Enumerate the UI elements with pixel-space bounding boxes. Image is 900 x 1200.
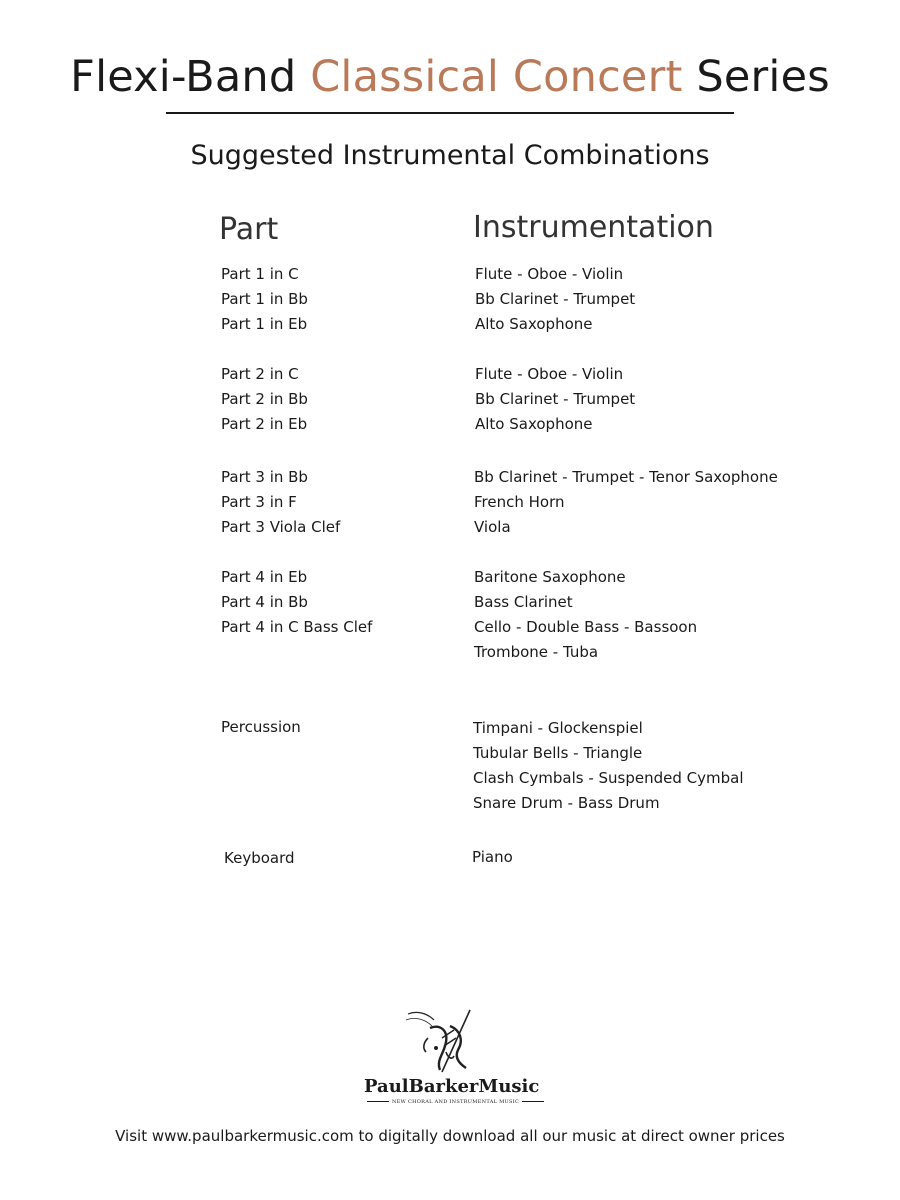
instrument-cell: Bb Clarinet - Trumpet [475,290,636,308]
instrument-cell: Timpani - Glockenspiel [473,719,643,737]
instrument-cell: Flute - Oboe - Violin [475,265,624,283]
instrument-cell: Cello - Double Bass - Bassoon [474,618,698,636]
page-title [0,52,900,102]
instrument-cell: Bb Clarinet - Trumpet [475,390,636,408]
part-cell: Part 2 in C [221,365,299,383]
part-cell: Part 4 in Bb [221,593,308,611]
instrument-cell: Bass Clarinet [474,593,573,611]
violin-icon [400,1008,500,1074]
instrument-cell: Alto Saxophone [475,315,593,333]
subtitle: Suggested Instrumental Combinations [190,140,710,171]
part-cell: Percussion [221,718,301,736]
instrumentation-column-header: Instrumentation [473,210,714,245]
logo-name: PaulBarkerMusic [364,1076,540,1097]
title-underline [166,112,734,114]
instrument-cell: Clash Cymbals - Suspended Cymbal [473,769,744,787]
instrument-cell: Tubular Bells - Triangle [473,744,643,762]
instrument-cell: Piano [472,848,513,866]
instrument-cell: Viola [474,518,511,536]
instrument-cell: Alto Saxophone [475,415,593,433]
instrument-cell: Trombone - Tuba [474,643,599,661]
part-cell: Part 3 in Bb [221,468,308,486]
part-cell: Part 3 in F [221,493,297,511]
part-cell: Keyboard [224,849,295,867]
instrument-cell: Bb Clarinet - Trumpet - Tenor Saxophone [474,468,778,486]
title-part-3: Series [696,52,830,102]
instrument-cell: French Horn [474,493,565,511]
part-cell: Part 2 in Bb [221,390,308,408]
brand-logo [364,1008,540,1108]
instrument-cell: Snare Drum - Bass Drum [473,794,660,812]
part-cell: Part 3 Viola Clef [221,518,341,536]
instrument-cell: Baritone Saxophone [474,568,626,586]
part-cell: Part 1 in C [221,265,299,283]
instrument-cell: Flute - Oboe - Violin [475,365,624,383]
title-part-1: Flexi-Band [70,52,297,102]
part-cell: Part 4 in Eb [221,568,308,586]
title-accent: Classical Concert [310,52,683,102]
part-cell: Part 2 in Eb [221,415,308,433]
logo-tagline: NEW CHORAL AND INSTRUMENTAL MUSIC [364,1099,536,1105]
part-column-header: Part [219,212,279,247]
part-cell: Part 4 in C Bass Clef [221,618,373,636]
part-cell: Part 1 in Bb [221,290,308,308]
footer-text: Visit www.paulbarkermusic.com to digitally download all our music at direct owner prices [115,1127,785,1145]
part-cell: Part 1 in Eb [221,315,308,333]
